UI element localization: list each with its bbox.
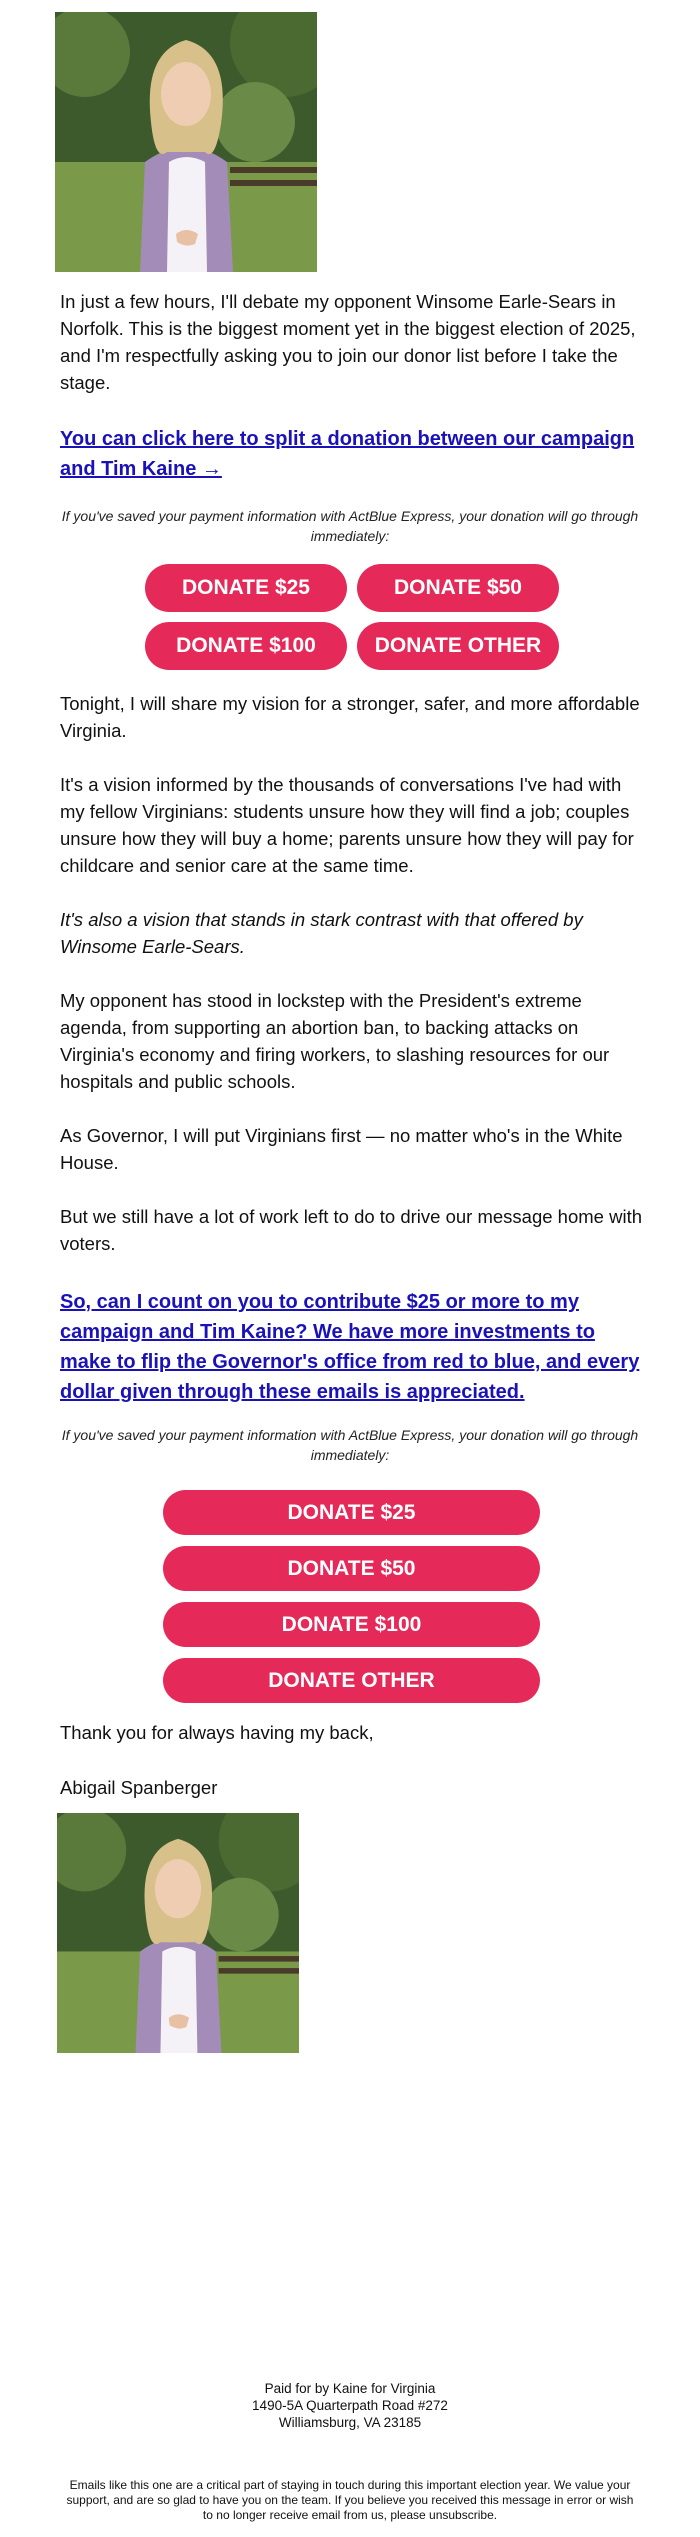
candidate-photo (55, 12, 317, 272)
body-paragraph-1: Tonight, I will share my vision for a stronger, safer, and more affordable Virginia. (60, 693, 640, 741)
paid-for-line: Paid for by Kaine for Virginia (264, 2381, 436, 2396)
donate-25-button-2[interactable]: DONATE $25 (163, 1490, 540, 1535)
footer-disclaimer: Emails like this one are a critical part of staying in touch during this important election year. We value your support, and are so glad to have you on the team. If you believe you received this message in error or wish to no longer receive email from us, please unsubscribe. (66, 2478, 634, 2522)
body-paragraph-4: My opponent has stood in lockstep with the President's extreme agenda, from supporting an abortion ban, to backing attacks on Virginia's economy and firing workers, to slashing resources for our hospitals and public schools. (60, 990, 610, 1092)
footer-address-line-2: Williamsburg, VA 23185 (278, 2415, 422, 2430)
contribute-ask-link[interactable]: So, can I count on you to contribute $25 or more to my campaign and Tim Kaine? We have more investments to make to flip the Governor's office from red to blue, and every dollar given through these emails is appreciated. (60, 1291, 640, 1403)
donate-25-button[interactable]: DONATE $25 (145, 564, 347, 612)
body-paragraph-3: It's also a vision that stands in stark contrast with that offered by Winsome Earle-Sears. (60, 909, 583, 957)
donate-other-button[interactable]: DONATE OTHER (357, 622, 559, 670)
body-paragraph-2: It's a vision informed by the thousands of conversations I've had with my fellow Virginians: students unsure how they will find a job; couples unsure how they will buy a home; parents unsure how they will pay for childcare and senior care at the same time. (60, 774, 634, 876)
closing-line: Thank you for always having my back, (60, 1722, 374, 1743)
body-paragraph-5: As Governor, I will put Virginians first — no matter who's in the White House. (60, 1125, 623, 1173)
donate-100-button[interactable]: DONATE $100 (145, 622, 347, 670)
signature-name: Abigail Spanberger (60, 1777, 218, 1798)
footer-address-line-1: 1490-5A Quarterpath Road #272 (252, 2398, 448, 2413)
intro-paragraph: In just a few hours, I'll debate my opponent Winsome Earle-Sears in Norfolk. This is the biggest moment yet in the biggest election of 2025, and I'm respectfully asking you to join our donor list before I take the stage. (60, 291, 636, 393)
signature-photo (57, 1813, 299, 2053)
donate-50-button[interactable]: DONATE $50 (357, 564, 559, 612)
body-paragraph-6: But we still have a lot of work left to do to drive our message home with voters. (60, 1206, 643, 1254)
donate-50-button-2[interactable]: DONATE $50 (163, 1546, 540, 1591)
actblue-express-note-2: If you've saved your payment information with ActBlue Express, your donation will go through immediately: (61, 1427, 639, 1463)
split-donation-link[interactable]: You can click here to split a donation between our campaign and Tim Kaine → (60, 428, 635, 480)
actblue-express-note: If you've saved your payment information with ActBlue Express, your donation will go through immediately: (61, 508, 639, 544)
donate-other-button-2[interactable]: DONATE OTHER (163, 1658, 540, 1703)
donate-100-button-2[interactable]: DONATE $100 (163, 1602, 540, 1647)
